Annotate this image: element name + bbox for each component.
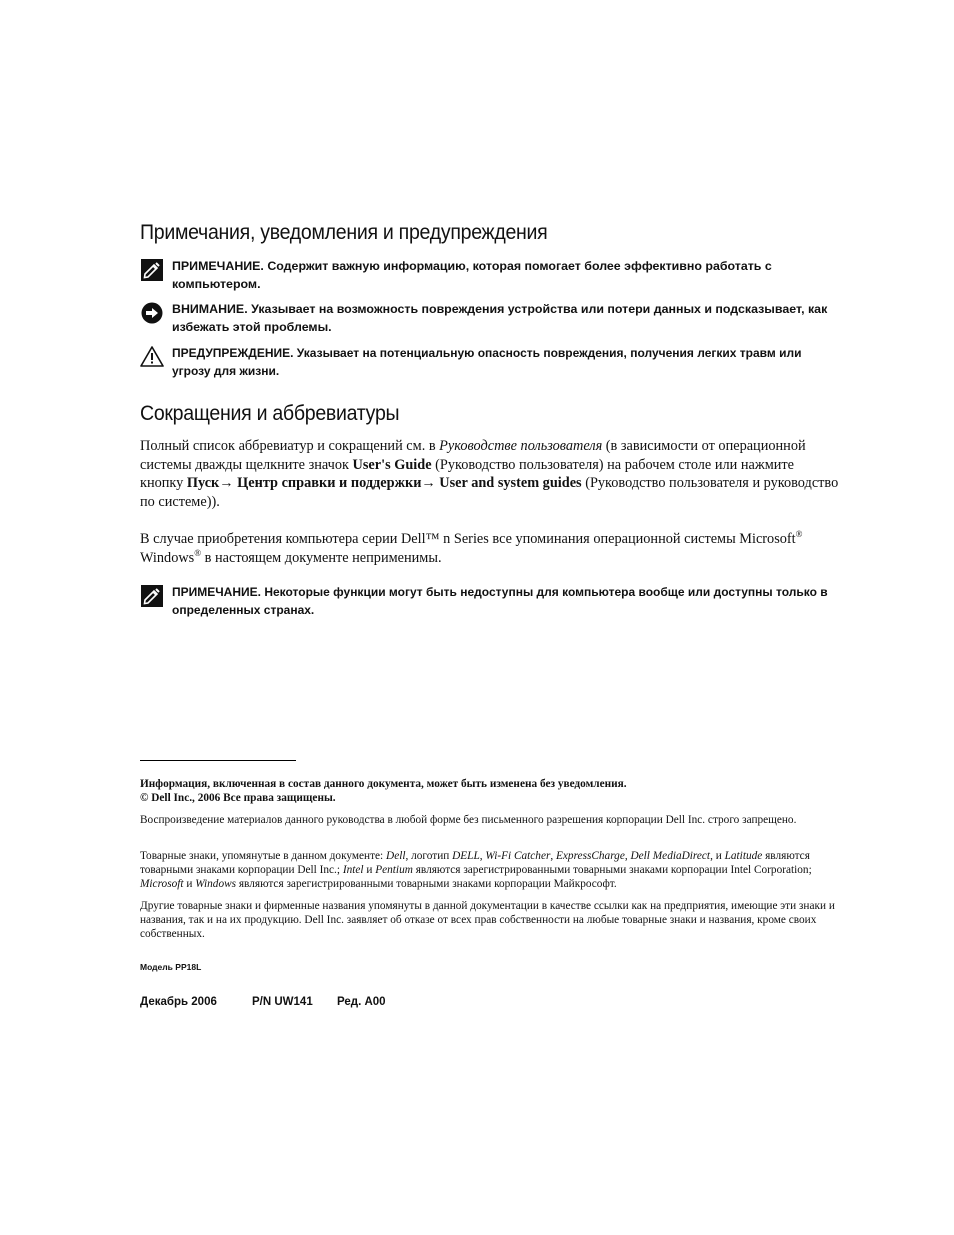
para1-text-4: (Руководство пользователя и руководство по системе)). xyxy=(140,475,839,510)
caution-body: Указывает на потенциальную опасность повреждения, получения легких травм или угрозу для жизни. xyxy=(172,346,802,378)
footer-date: Декабрь 2006 xyxy=(140,996,217,1008)
note2-label: ПРИМЕЧАНИЕ. xyxy=(172,585,261,599)
tm-text: и xyxy=(363,864,376,876)
model-number: Модель PP18L xyxy=(140,962,202,972)
note-text xyxy=(172,258,840,293)
notice-text xyxy=(172,301,840,336)
para1-text-2: (в зависимости от операционной системы дважды щелкните значок xyxy=(140,438,806,473)
caution-block xyxy=(140,345,840,380)
users-guide-icon-name: User's Guide xyxy=(352,456,432,473)
warning-triangle-icon xyxy=(140,345,164,369)
tm-text: , логотип xyxy=(405,850,453,862)
users-guide-italic: Руководстве пользователя xyxy=(439,438,603,454)
tm-italic: Microsoft xyxy=(140,878,184,890)
tm-text: являются зарегистрированными товарными знаками корпорации Майкрософт. xyxy=(236,878,617,890)
caution-text xyxy=(172,345,840,380)
tm-text: Товарные знаки, упомянутые в данном документе: xyxy=(140,850,387,862)
tm-italic: Wi-Fi Catcher xyxy=(485,850,551,862)
tm-text: , и xyxy=(710,850,725,862)
para1-text-1: Полный список аббревиатур и сокращений см. в xyxy=(140,438,440,454)
caution-label: ПРЕДУПРЕЖДЕНИЕ. xyxy=(172,346,294,360)
tm-text: являются товарными знаками корпорации Dell Inc.; xyxy=(140,850,810,876)
footer-part-number: P/N UW141 xyxy=(252,996,313,1008)
tm-text: являются зарегистрированными товарными знаками корпорации Intel Corporation; xyxy=(412,864,812,876)
tm-text: , xyxy=(479,850,486,862)
registered-mark: ® xyxy=(194,547,202,558)
tm-text: и xyxy=(183,878,196,890)
other-trademarks-text: Другие товарные знаки и фирменные названия упомянуты в данной документации в качестве ссылки как на предприятия, имеющие эти знаки и названия, так и на их продукцию. Dell Inc. заявляет об отказе от всех прав собственности на любые товарные знаки и названия, кроме своих собственных. xyxy=(140,900,835,940)
reproduction-notice xyxy=(140,813,845,827)
tm-italic: Windows xyxy=(195,878,237,890)
para1-text-3: (Руководство пользователя) на рабочем столе или нажмите кнопку xyxy=(140,456,795,492)
legal-info xyxy=(140,777,845,805)
note2-block xyxy=(140,584,840,619)
pencil-note-icon xyxy=(140,584,164,608)
para2-text-3: в настоящем документе неприменимы. xyxy=(201,549,442,566)
tm-text: , xyxy=(624,850,631,862)
trademarks-notice xyxy=(140,849,845,891)
tm-italic: DELL xyxy=(452,850,480,862)
tm-italic: Dell MediaDirect xyxy=(630,850,711,862)
legal-change-notice: Информация, включенная в состав данного документа, может быть изменена без уведомления. xyxy=(140,778,627,790)
start-menu-path: Пуск→ Центр справки и поддержки→ User and system guides xyxy=(186,475,582,492)
tm-italic: Dell xyxy=(386,850,406,862)
note-label: ПРИМЕЧАНИЕ. xyxy=(172,259,264,273)
note-block xyxy=(140,258,840,293)
registered-mark: ® xyxy=(795,529,803,540)
para2-text-2: Windows xyxy=(140,549,195,566)
footnote-divider xyxy=(140,760,296,761)
copyright-line: © Dell Inc., 2006 Все права защищены. xyxy=(140,792,336,804)
section-title-abbreviations: Сокращения и аббревиатуры xyxy=(140,402,400,425)
reproduction-text: Воспроизведение материалов данного руководства в любой форме без письменного разрешения корпорации Dell Inc. строго запрещено. xyxy=(140,814,797,826)
pencil-note-icon xyxy=(140,258,164,282)
footer-revision: Ред. A00 xyxy=(337,996,386,1008)
tm-italic: Intel xyxy=(342,864,364,876)
tm-italic: ExpressCharge xyxy=(556,850,625,862)
n-series-paragraph xyxy=(140,530,840,567)
note2-body: Некоторые функции могут быть недоступны для компьютера вообще или доступны только в определенных странах. xyxy=(172,585,828,617)
other-trademarks-notice xyxy=(140,899,845,941)
abbreviations-paragraph xyxy=(140,437,840,511)
note-body: Содержит важную информацию, которая помогает более эффективно работать с компьютером. xyxy=(172,259,772,291)
note2-text xyxy=(172,584,840,619)
notice-body: Указывает на возможность повреждения устройства или потери данных и подсказывает, как избежать этой проблемы. xyxy=(172,302,828,334)
tm-italic: Latitude xyxy=(724,850,763,862)
para2-text-1: В случае приобретения компьютера серии Dell™ n Series все упоминания операционной системы Microsoft xyxy=(140,531,796,547)
tm-italic: Pentium xyxy=(375,864,413,876)
section-title-notes: Примечания, уведомления и предупреждения xyxy=(140,221,548,244)
notice-arrow-icon xyxy=(140,301,164,325)
tm-text: , xyxy=(550,850,557,862)
notice-block xyxy=(140,301,840,336)
notice-label: ВНИМАНИЕ. xyxy=(172,302,248,316)
